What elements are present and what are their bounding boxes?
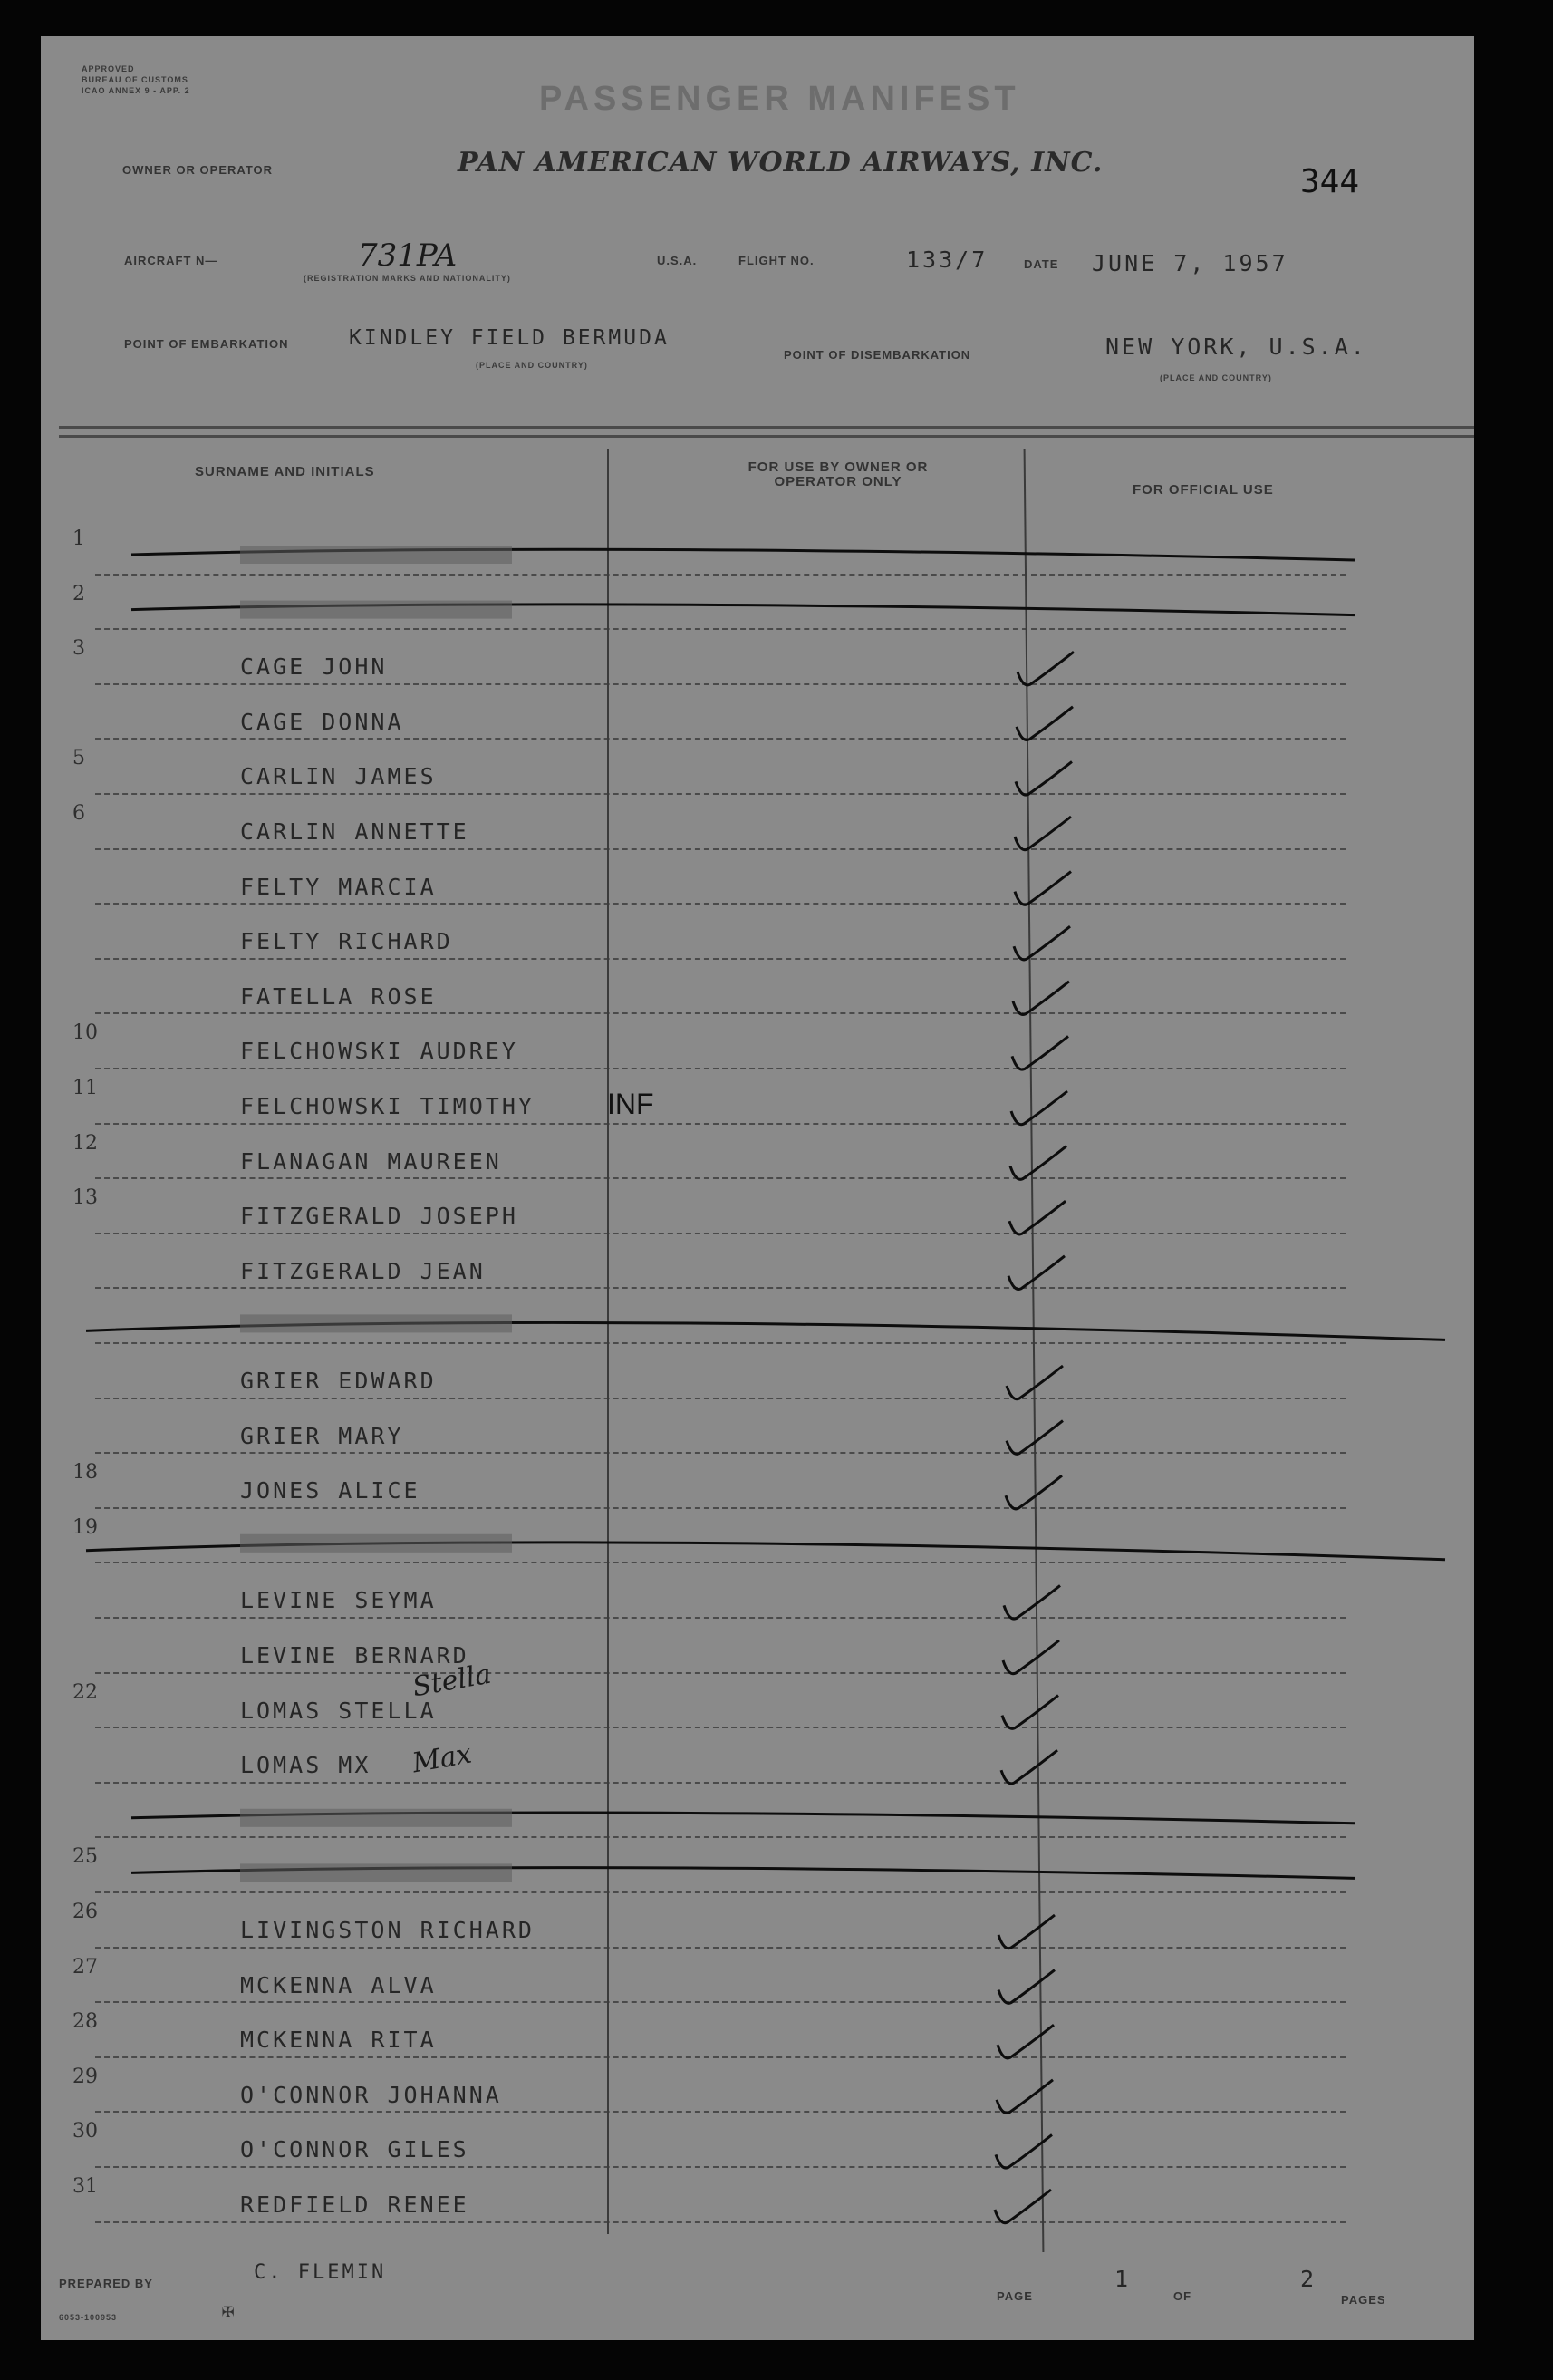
row-number: 30: [72, 2120, 98, 2143]
owner-label: OWNER OR OPERATOR: [122, 163, 274, 177]
passenger-name: CARLIN JAMES: [240, 763, 437, 790]
check-mark-icon: [1006, 1475, 1062, 1509]
sheet-number: 344: [1300, 163, 1360, 200]
pen-marks-layer: [41, 36, 1474, 2340]
check-mark-icon: [1014, 926, 1070, 960]
check-mark-icon: [1007, 1366, 1063, 1399]
page-title: PASSENGER MANIFEST: [539, 80, 1020, 118]
check-mark-icon: [1009, 1201, 1066, 1234]
passenger-name: FELCHOWSKI AUDREY: [240, 1038, 518, 1065]
obscured-name: [240, 1534, 512, 1553]
row-number: 26: [72, 1901, 98, 1923]
flight-number: 133/7: [906, 247, 989, 273]
row-number: 27: [72, 1955, 98, 1978]
disembark-value: NEW YORK, U.S.A.: [1105, 334, 1367, 360]
passenger-name: CAGE DONNA: [240, 708, 404, 735]
row-number: 28: [72, 2010, 98, 2034]
check-mark-icon: [998, 1915, 1055, 1949]
row-number: 10: [72, 1021, 98, 1045]
passenger-name: LOMAS MX: [240, 1752, 371, 1779]
passenger-name: CAGE JOHN: [240, 653, 388, 681]
pages-label: PAGES: [1341, 2293, 1386, 2307]
row-number: 25: [72, 1845, 98, 1869]
passenger-name: REDFIELD RENEE: [240, 2191, 469, 2218]
check-mark-icon: [1017, 707, 1073, 740]
row-number: 13: [72, 1186, 98, 1210]
check-mark-icon: [998, 2025, 1054, 2058]
owner-value: PAN AMERICAN WORLD AIRWAYS, INC.: [458, 147, 1104, 179]
passenger-name: GRIER MARY: [240, 1422, 404, 1449]
row-number: 5: [72, 747, 85, 770]
passenger-name: GRIER EDWARD: [240, 1368, 437, 1394]
check-mark-icon: [1010, 1146, 1066, 1180]
embark-sublabel: (PLACE AND COUNTRY): [476, 361, 588, 370]
passenger-name: FLANAGAN MAUREEN: [240, 1147, 502, 1175]
check-mark-icon: [1016, 761, 1072, 795]
check-mark-icon: [1012, 1036, 1068, 1069]
check-mark-icon: [1015, 872, 1071, 905]
approval-line: ICAO ANNEX 9 - APP. 2: [82, 86, 190, 95]
obscured-name: [240, 1863, 512, 1882]
flight-date: JUNE 7, 1957: [1092, 250, 1288, 276]
row-number: 31: [72, 2175, 98, 2198]
form-code: 6053-100953: [59, 2313, 118, 2322]
obscured-name: [240, 1809, 512, 1827]
page-label: PAGE: [997, 2289, 1033, 2303]
passenger-name: FITZGERALD JOSEPH: [240, 1203, 518, 1230]
date-label: DATE: [1024, 257, 1059, 271]
aircraft-value: 731PA: [358, 237, 458, 274]
check-mark-icon: [1011, 1091, 1067, 1125]
check-mark-icon: [996, 2134, 1052, 2168]
passenger-name: O'CONNOR JOHANNA: [240, 2081, 502, 2108]
check-mark-icon: [1003, 1640, 1059, 1674]
obscured-name: [240, 1314, 512, 1332]
row-number: 12: [72, 1131, 98, 1155]
embark-value: KINDLEY FIELD BERMUDA: [349, 326, 670, 350]
stamp-icon: ✠: [222, 2300, 235, 2323]
of-label: OF: [1173, 2289, 1192, 2303]
row-number: 18: [72, 1461, 98, 1485]
check-mark-icon: [995, 2190, 1051, 2223]
flight-label: FLIGHT NO.: [738, 254, 815, 267]
passenger-name: FELTY MARCIA: [240, 873, 437, 900]
passenger-name: JONES ALICE: [240, 1477, 420, 1504]
manifest-sheet: [41, 36, 1474, 2340]
row-number: 29: [72, 2065, 98, 2088]
prepared-label: PREPARED BY: [59, 2277, 153, 2290]
approval-line: APPROVED: [82, 64, 135, 73]
prepared-by: C. FLEMIN: [254, 2261, 387, 2284]
approval-line: BUREAU OF CUSTOMS: [82, 75, 188, 84]
check-mark-icon: [1007, 1421, 1063, 1455]
obscured-name: [240, 601, 512, 619]
aircraft-label: AIRCRAFT N—: [124, 254, 218, 267]
row-number: 22: [72, 1680, 98, 1704]
disembark-sublabel: (PLACE AND COUNTRY): [1160, 373, 1272, 382]
passenger-name: CARLIN ANNETTE: [240, 818, 469, 845]
row-number: 11: [72, 1077, 98, 1099]
infant-note: INF: [607, 1088, 654, 1120]
embark-label: POINT OF EMBARKATION: [124, 337, 289, 351]
check-mark-icon: [1015, 817, 1071, 850]
check-mark-icon: [1001, 1750, 1057, 1784]
aircraft-sublabel: (REGISTRATION MARKS AND NATIONALITY): [304, 274, 511, 283]
passenger-name: MCKENNA RITA: [240, 2027, 437, 2054]
row-number: 3: [72, 637, 85, 661]
check-mark-icon: [1008, 1256, 1065, 1290]
row-number: 2: [72, 582, 85, 605]
row-number: 19: [72, 1515, 98, 1539]
disembark-label: POINT OF DISEMBARKATION: [784, 348, 971, 362]
passenger-name: LEVINE BERNARD: [240, 1642, 469, 1669]
passenger-name: FITZGERALD JEAN: [240, 1257, 486, 1284]
col-owner-header: FOR USE BY OWNER OR OPERATOR ONLY: [748, 460, 929, 489]
passenger-name: FELTY RICHARD: [240, 928, 453, 955]
passenger-name: FELCHOWSKI TIMOTHY: [240, 1093, 535, 1119]
check-mark-icon: [1013, 982, 1069, 1015]
passenger-name: LOMAS STELLA: [240, 1697, 437, 1724]
check-mark-icon: [998, 1970, 1055, 2004]
row-number: 1: [72, 527, 85, 550]
handwritten-correction: Max: [410, 1737, 475, 1780]
check-mark-icon: [997, 2080, 1053, 2114]
handwritten-correction: Stella: [410, 1658, 494, 1703]
col-official-header: FOR OFFICIAL USE: [1133, 482, 1274, 498]
usa-label: U.S.A.: [657, 254, 698, 267]
obscured-name: [240, 546, 512, 564]
page-number: 1: [1114, 2266, 1132, 2292]
passenger-name: O'CONNOR GILES: [240, 2136, 469, 2163]
col-surname-header: SURNAME AND INITIALS: [195, 464, 375, 479]
passenger-name: MCKENNA ALVA: [240, 1971, 437, 1998]
check-mark-icon: [1002, 1696, 1058, 1729]
passenger-name: LIVINGSTON RICHARD: [240, 1917, 535, 1943]
row-number: 6: [72, 802, 85, 825]
passenger-name: LEVINE SEYMA: [240, 1587, 437, 1614]
check-mark-icon: [1018, 652, 1074, 685]
passenger-name: FATELLA ROSE: [240, 982, 437, 1010]
check-mark-icon: [1004, 1585, 1060, 1619]
page-total: 2: [1300, 2266, 1317, 2292]
